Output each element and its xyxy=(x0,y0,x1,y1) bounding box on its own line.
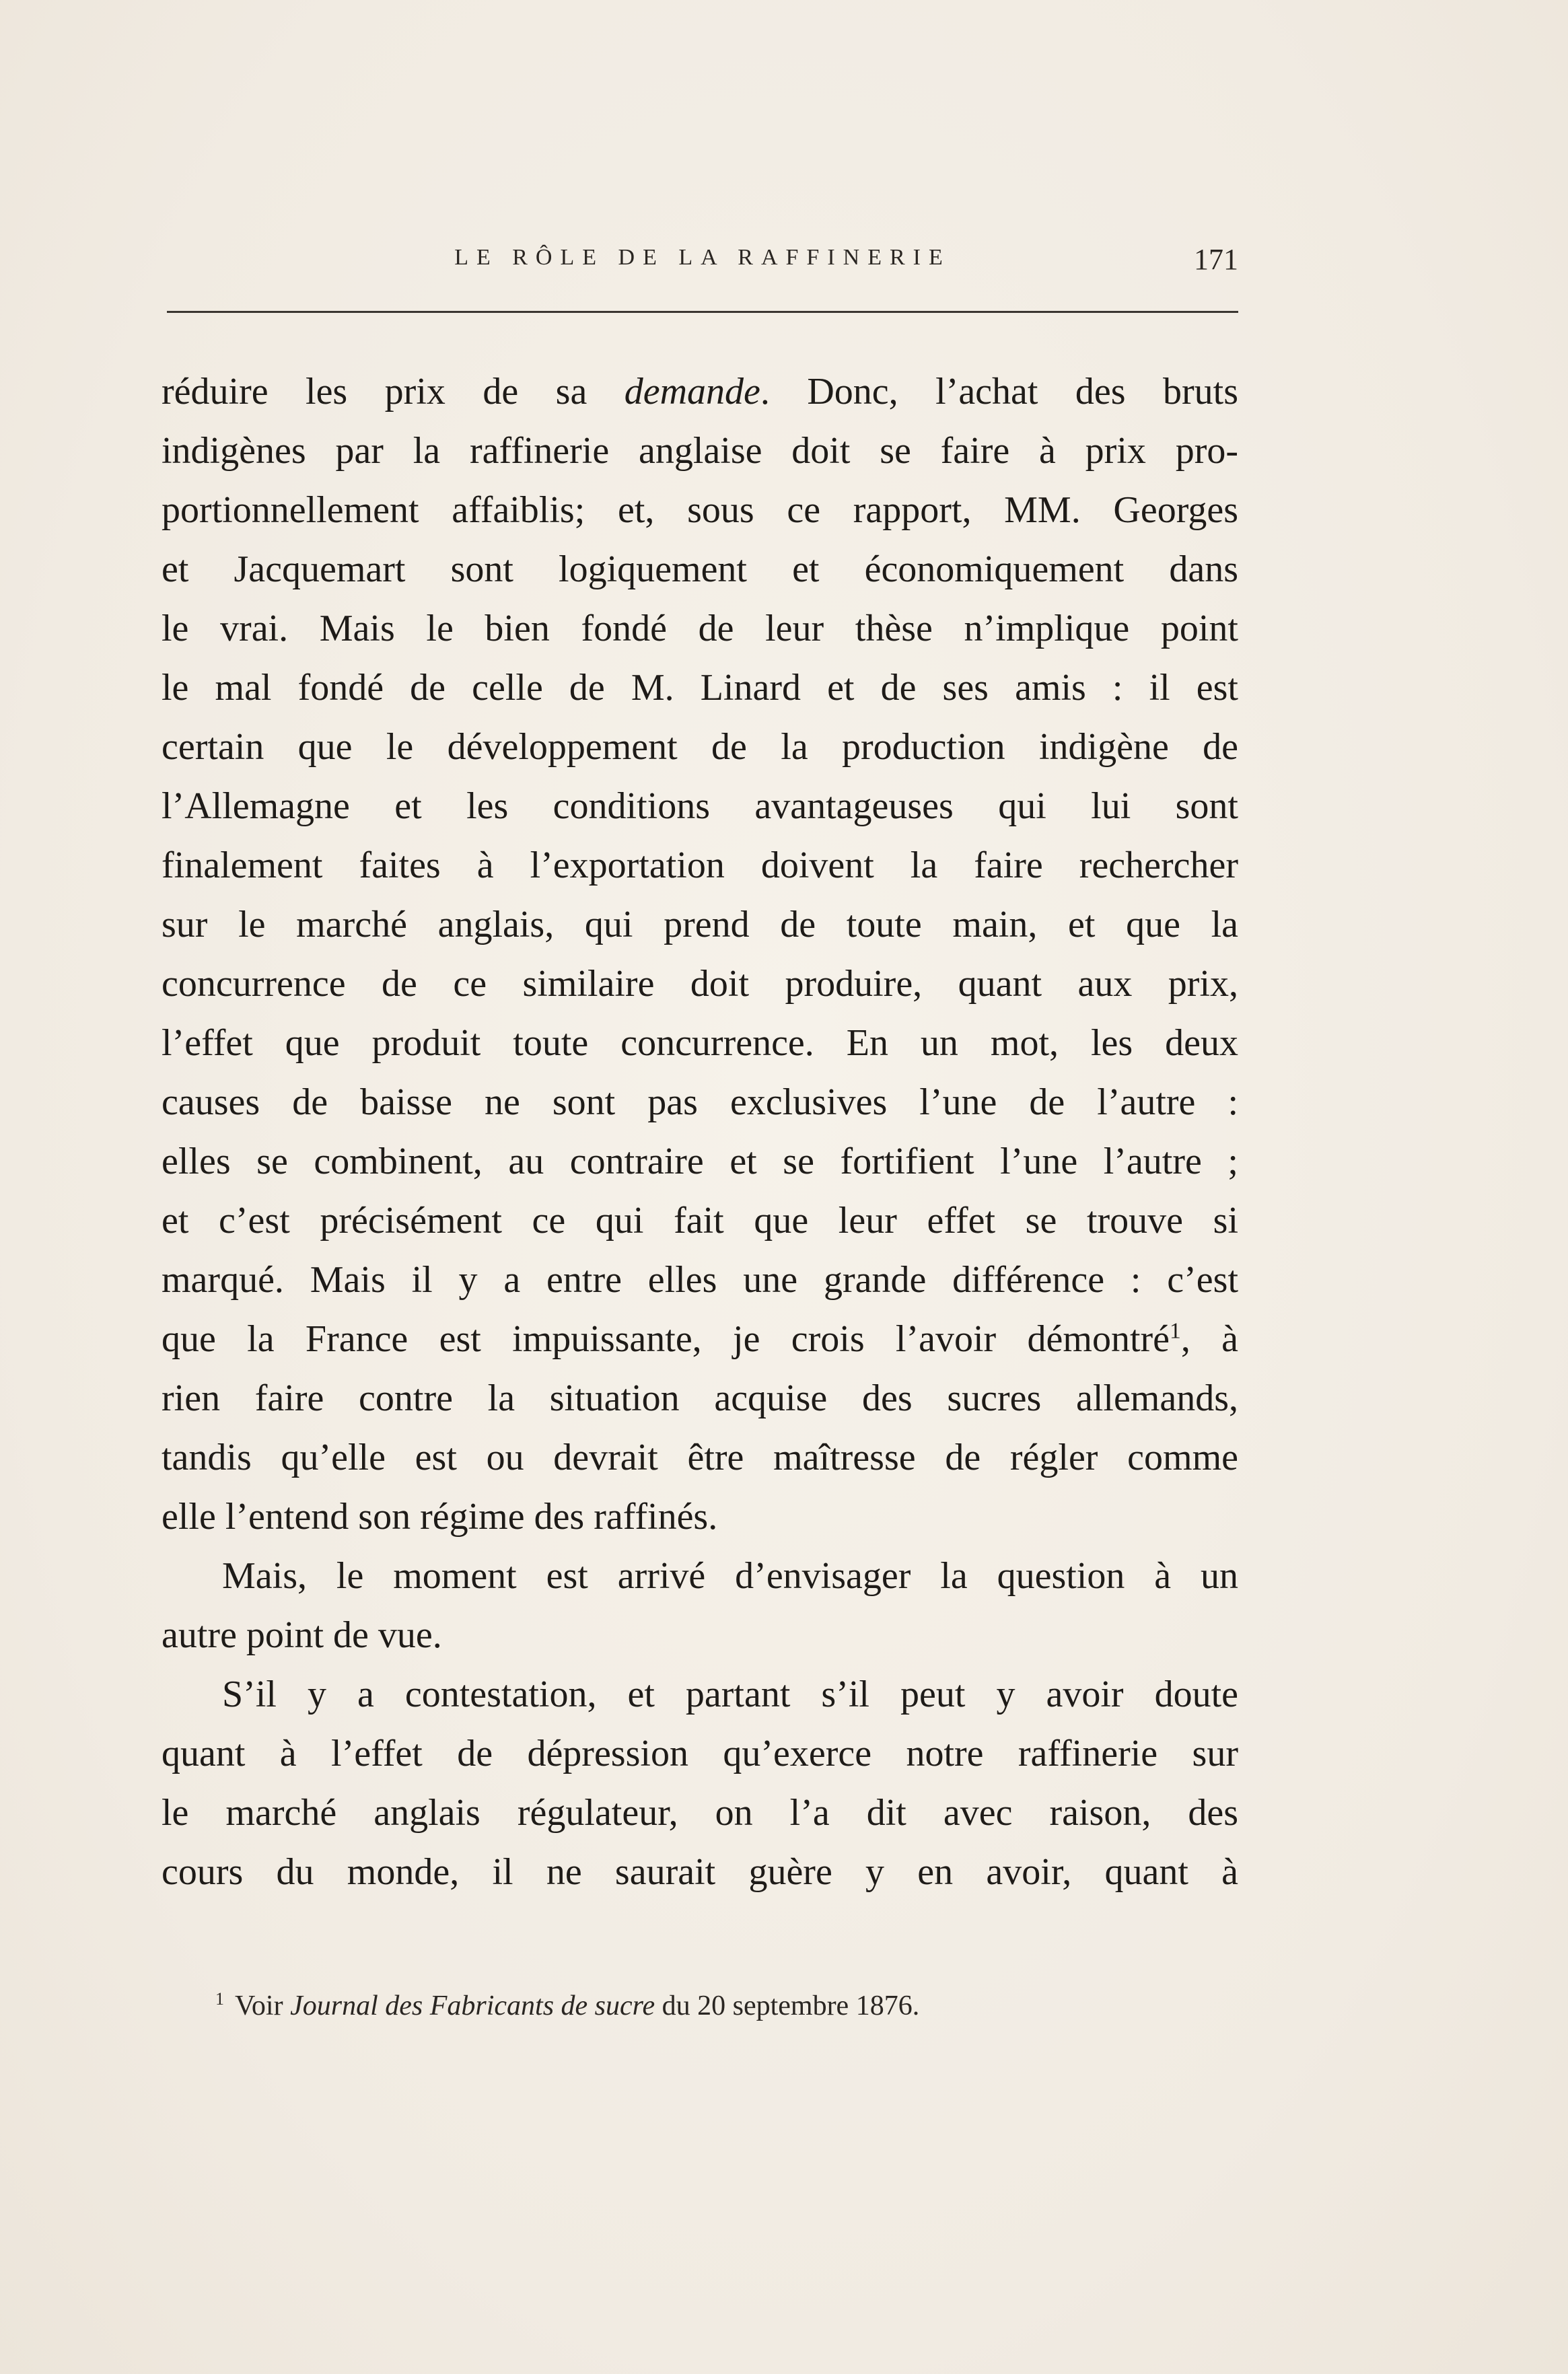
footnote-text: du 20 septembre 1876. xyxy=(655,1990,920,2021)
text-line: le mal fondé de celle de M. Linard et de ses amis : il est xyxy=(162,667,1238,709)
text-line: Mais, le moment est arrivé d’envisager la question à un xyxy=(222,1555,1238,1597)
text-span: , à xyxy=(1180,1318,1238,1360)
text-line: concurrence de ce similaire doit produire, quant aux prix, xyxy=(162,963,1238,1005)
body-text xyxy=(162,362,1238,1902)
text-line xyxy=(162,362,1238,421)
footnote-italic: Journal des Fabricants de sucre xyxy=(290,1990,655,2021)
text-line: S’il y a contestation, et partant s’il peut y avoir doute xyxy=(222,1674,1238,1715)
text-line: quant à l’effet de dépression qu’exerce notre raffinerie sur xyxy=(162,1733,1238,1774)
text-line: portionnellement affaiblis; et, sous ce rapport, MM. Georges xyxy=(162,489,1238,531)
text-line: causes de baisse ne sont pas exclusives l’une de l’autre : xyxy=(162,1081,1238,1123)
italic-text: demande xyxy=(624,371,760,412)
footnote xyxy=(215,1989,1225,2022)
footnote-mark: 1 xyxy=(215,1989,224,2009)
text-line: autre point de vue. xyxy=(162,1614,442,1656)
running-title: LE RÔLE DE LA RAFFINERIE xyxy=(454,245,951,270)
text-line: rien faire contre la situation acquise des sucres allemands, xyxy=(162,1377,1238,1419)
text-line: l’effet que produit toute concurrence. En un mot, les deux xyxy=(162,1022,1238,1064)
header-rule xyxy=(167,311,1238,313)
text-line: marqué. Mais il y a entre elles une grande différence : c’est xyxy=(162,1259,1238,1301)
footnote-text: Voir xyxy=(235,1990,291,2021)
text-line: elle l’entend son régime des raffinés. xyxy=(162,1496,718,1538)
text-line: elles se combinent, au contraire et se fortifient l’une l’autre ; xyxy=(162,1141,1238,1182)
footnote-reference: 1 xyxy=(1170,1318,1181,1344)
text-span: que la France est impuissante, je crois l’avoir démontré xyxy=(162,1318,1170,1360)
text-line: et Jacquemart sont logiquement et économiquement dans xyxy=(162,548,1238,590)
text-line: le vrai. Mais le bien fondé de leur thèse n’implique point xyxy=(162,608,1238,649)
text-line xyxy=(162,1309,1238,1369)
page-number: 171 xyxy=(1194,243,1238,276)
text-line: certain que le développement de la production indigène de xyxy=(162,726,1238,768)
text-span: réduire les prix de sa xyxy=(162,371,625,412)
text-line: tandis qu’elle est ou devrait être maîtresse de régler comme xyxy=(162,1437,1238,1478)
text-line: sur le marché anglais, qui prend de toute main, et que la xyxy=(162,904,1238,945)
text-span: . Donc, l’achat des bruts xyxy=(760,371,1238,412)
text-line: cours du monde, il ne saurait guère y en avoir, quant à xyxy=(162,1851,1238,1893)
text-line: le marché anglais régulateur, on l’a dit avec raison, des xyxy=(162,1792,1238,1834)
text-line: l’Allemagne et les conditions avantageuses qui lui sont xyxy=(162,785,1238,827)
text-line: finalement faites à l’exportation doivent la faire rechercher xyxy=(162,844,1238,886)
running-head xyxy=(167,242,1238,283)
text-line: et c’est précisément ce qui fait que leur effet se trouve si xyxy=(162,1200,1238,1242)
text-line: indigènes par la raffinerie anglaise doit se faire à prix pro- xyxy=(162,430,1238,472)
